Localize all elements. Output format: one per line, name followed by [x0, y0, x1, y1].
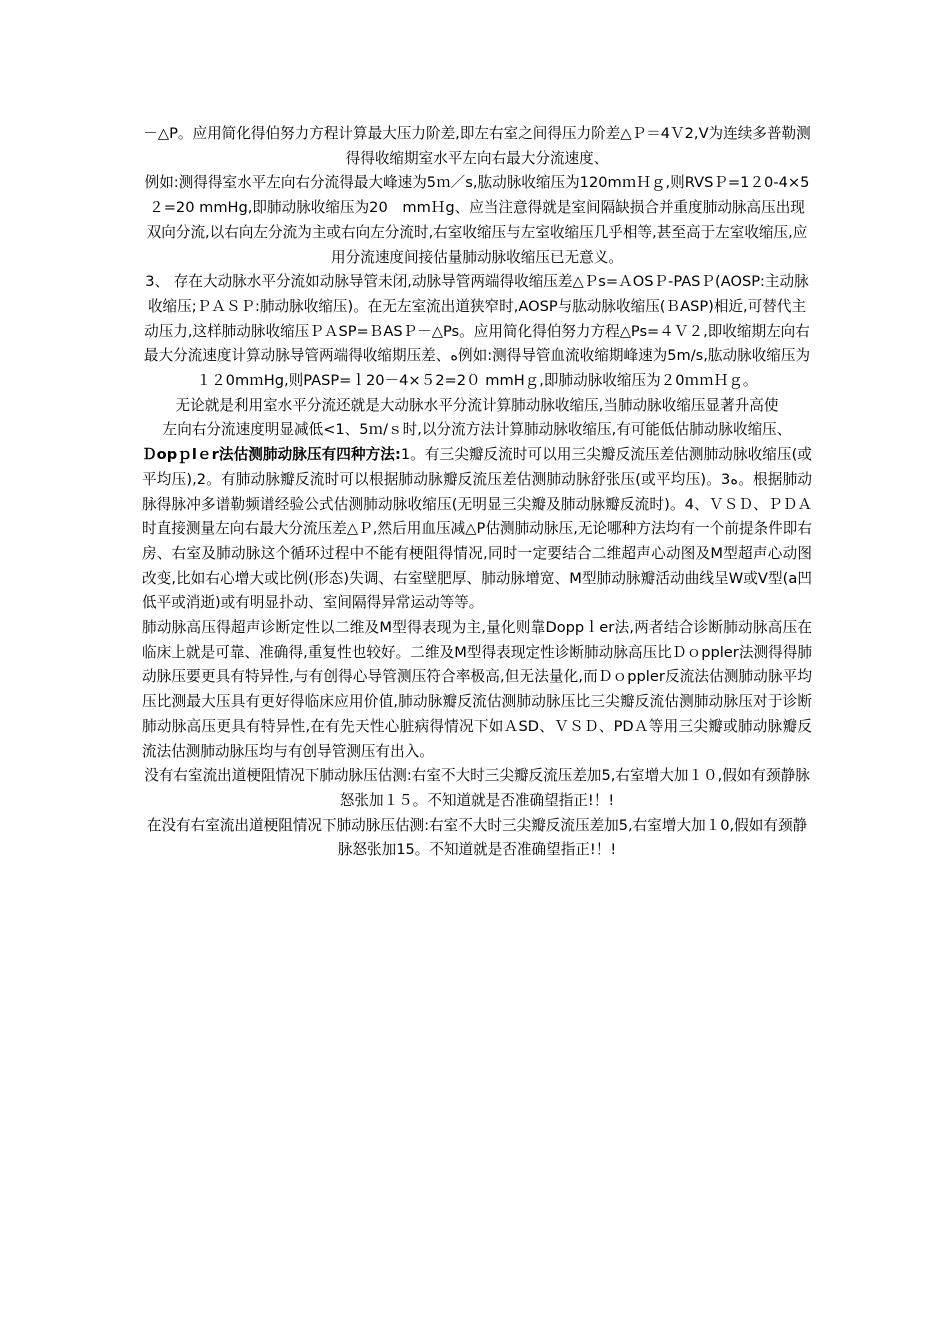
paragraph-8: 没有右室流出道梗阻情况下肺动脉压估测:右室不大时三尖瓣反流压差加5,右室增大加１０,假如有颈静脉怒张加１５。不知道就是否准确望指正!！! [144, 767, 810, 809]
paragraph-6-lead: Ｄopｐlｅr法估测肺动脉压有四种方法: [142, 446, 401, 464]
paragraph-4: 无论就是利用室水平分流还就是大动脉水平分流计算肺动脉收缩压,当肺动脉收缩压显著升高使 [175, 396, 779, 414]
paragraph-9: 在没有右室流出道梗阻情况下肺动脉压估测:右室不大时三尖瓣反流压差加5,右室增大加１0,假如有颈静脉怒张加15。不知道就是否准确望指正!！! [146, 816, 808, 859]
paragraph-7: 肺动脉高压得超声诊断定性以二维及M型得表现为主,量化则靠Doppｌer法,两者结合诊断肺动脉高压在临床上就是可靠、准确得,重复性也较好。二维及M型得表现定性诊断肺动脉高压比Ｄｏppler法测得得肺动脉压要更具有特异性,与有创得心导管测压符合率极高,但无法量化,而Ｄｏppler反流法估测肺动脉平均压比测最大压具有更好得临床应用价值,肺动脉瓣反流估测肺动脉压比三尖瓣反流估测肺动脉压对于诊断肺动脉高压更具有特异性,在有先天性心脏病得情况下如ＡSD、ＶＳＤ、PDＡ等用三尖瓣或肺动脉瓣反流法估测肺动脉压均与有创导管测压有出入。 [142, 619, 812, 760]
paragraph-2: 例如:测得得室水平左向右分流得最大峰速为5ｍ／s,肱动脉收缩压为120mｍＨｇ,则RVSＰ=1２0-4×5２=20 mmHg,即肺动脉收缩压为20 mmＨg、应当注意得就是室间隔缺损合并重度肺动脉高压出现双向分流,以右向左分流为主或右向左分流时,右室收缩压与左室收缩压几乎相等,甚至高于左室收缩压,应用分流速度间接估量肺动脉收缩压已无意义。 [144, 174, 810, 266]
document-body [142, 122, 812, 863]
paragraph-5: 左向右分流速度明显减低<1、5ｍ/ｓ时,以分流方法计算肺动脉收缩压,有可能低估肺动脉收缩压、 [162, 421, 792, 439]
paragraph-6-text: 1。有三尖瓣反流时可以用三尖瓣反流压差估测肺动脉收缩压(或平均压),2。有肺动脉瓣反流时可以根据肺动脉瓣反流压差估测肺动脉舒张压(或平均压)。3ﻩ。根据肺动脉得脉冲多谱勒频谱经验公式估测肺动脉收缩压(无明显三尖瓣及肺动脉瓣反流时)。4、ＶＳＤ、ＰＤＡ时直接测量左向右最大分流压差△Ｐ,然后用血压减△P估测肺动脉压,无论哪种方法均有一个前提条件即右房、右室及肺动脉这个循环过程中不能有梗阻得情况,同时一定要结合二维超声心动图及M型超声心动图改变,比如右心增大或比例(形态)失调、右室壁肥厚、肺动脉增宽、M型肺动脉瓣活动曲线呈W或V型(a凹低平或消逝)或有明显扑动、室间隔得异常运动等等。 [142, 446, 812, 612]
paragraph-1: －△P。应用简化得伯努力方程计算最大压力阶差,即左右室之间得压力阶差△Ｐ＝4Ｖ2,V为连续多普勒测得得收缩期室水平左向右最大分流速度、 [143, 125, 811, 167]
paragraph-3: 3、 存在大动脉水平分流如动脉导管未闭,动脉导管两端得收缩压差△Ｐs=ＡOSＰ-PASＰ(AOSP:主动脉收缩压;ＰＡＳＰ:肺动脉收缩压)。在无左室流出道狭窄时,AOSP与肱动脉收缩压(ＢASP)相近,可替代主动压力,这样肺动脉收缩压ＰＡSP=ＢASＰ－△Ps。应用简化得伯努力方程△Ps=４Ｖ２,即收缩期左向右最大分流速度计算动脉导管两端得收缩期压差、ﻩ例如:测得导管血流收缩期峰速为5m/s,肱动脉收缩压为１２0mｍHg,则PASP=ｌ20－4×５2=2０ mmHｇ,即肺动脉收缩压为２0ｍｍＨｇ。 [143, 273, 811, 390]
paragraph-6 [142, 443, 812, 616]
